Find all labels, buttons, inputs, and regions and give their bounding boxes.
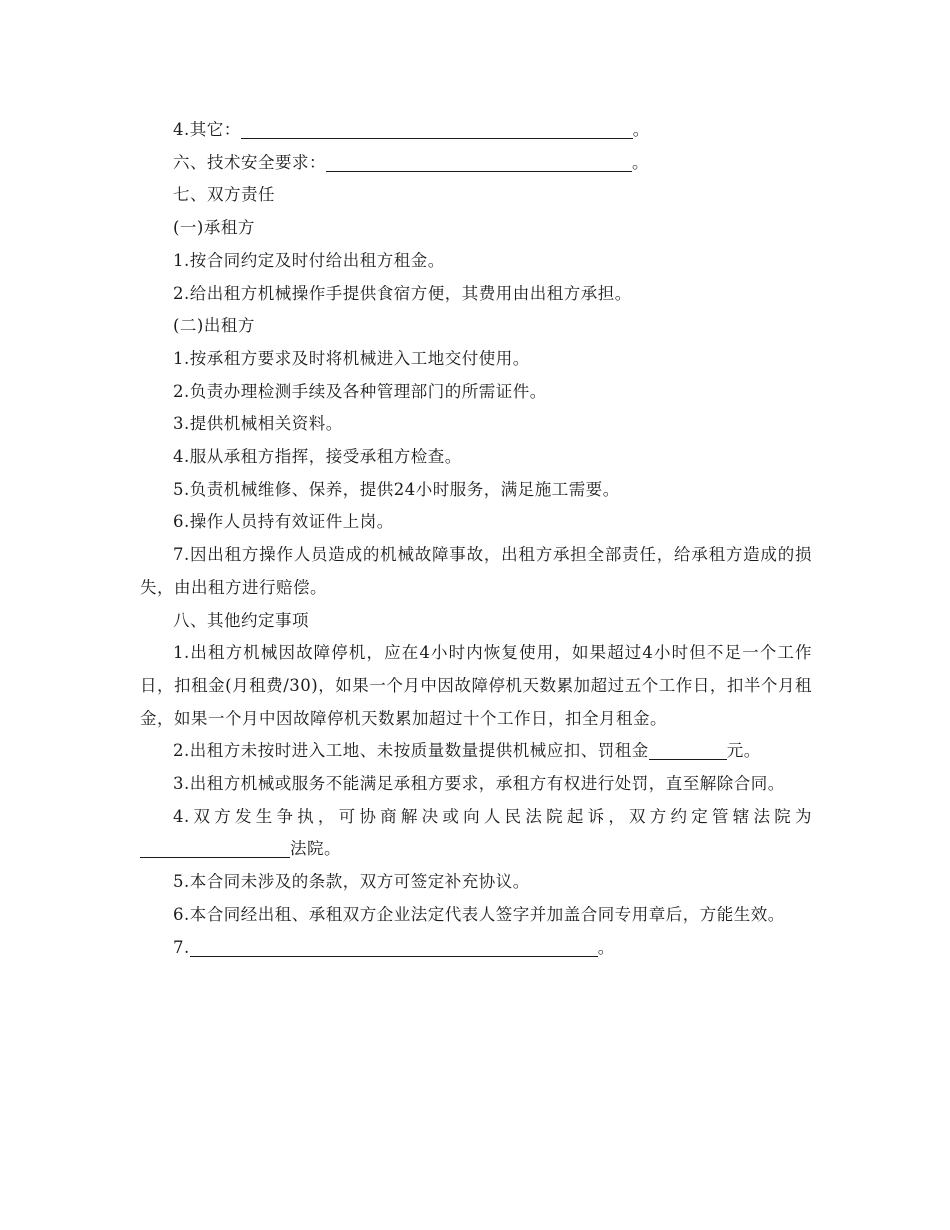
paragraph-tech-safety: [140, 147, 812, 180]
clause-item-penalty: [140, 735, 812, 768]
clause-item-court: [140, 801, 812, 866]
clause-item: 3.提供机械相关资料。: [173, 414, 343, 434]
paragraph-text: 4.其它：: [173, 120, 241, 139]
paragraph-suffix: 。: [597, 937, 615, 957]
paragraph-suffix: 元。: [726, 741, 761, 761]
clause-item: 6.本合同经出租、承租双方企业法定代表人签字并加盖合同专用章后，方能生效。: [173, 904, 785, 924]
clause-item: 5.本合同未涉及的条款，双方可签定补充协议。: [173, 872, 530, 892]
clause-item: 1.按合同约定及时付给出租方租金。: [173, 250, 445, 270]
clause-item: 2.给出租方机械操作手提供食宿方便，其费用由出租方承担。: [173, 283, 632, 303]
clause-item: 1.按承租方要求及时将机械进入工地交付使用。: [173, 348, 530, 368]
paragraph-text: 六、技术安全要求：: [173, 152, 326, 172]
fill-blank[interactable]: [649, 737, 727, 760]
subsection-heading-lessor: (二)出租方: [173, 316, 255, 336]
fill-blank[interactable]: [140, 835, 290, 858]
paragraph-text: 4.双方发生争执，可协商解决或向人民法院起诉，双方约定管辖法院为: [173, 806, 812, 826]
clause-item: 1.出租方机械因故障停机，应在4小时内恢复使用，如果超过4小时但不足一个工作日，扣租金(月租费/30)，如果一个月中因故障停机天数累加超过五个工作日，扣半个月租金，如果一个月中因故障停机天数累加超过十个工作日，扣全月租金。: [140, 643, 812, 728]
paragraph-suffix: 。: [632, 120, 650, 139]
fill-blank[interactable]: [326, 149, 632, 172]
paragraph-other: [140, 114, 812, 147]
subsection-heading-lessee: (一)承租方: [173, 218, 255, 238]
clause-item: 6.操作人员持有效证件上岗。: [173, 512, 394, 532]
fill-blank[interactable]: [241, 116, 633, 139]
document-page: [140, 114, 812, 964]
paragraph-suffix: 。: [632, 152, 649, 172]
clause-item: 2.负责办理检测手续及各种管理部门的所需证件。: [173, 381, 547, 401]
clause-item: 5.负责机械维修、保养，提供24小时服务，满足施工需要。: [173, 479, 620, 499]
clause-item: 3.出租方机械或服务不能满足承租方要求，承租方有权进行处罚，直至解除合同。: [173, 774, 785, 794]
section-heading-other-terms: 八、其他约定事项: [173, 610, 309, 630]
clause-item: 4.服从承租方指挥，接受承租方检查。: [173, 447, 462, 467]
section-heading-responsibilities: 七、双方责任: [173, 185, 275, 205]
clause-item: 7.因出租方操作人员造成的机械故障事故，出租方承担全部责任，给承租方造成的损失，由出租方进行赔偿。: [140, 545, 812, 597]
paragraph-text: 2.出租方未按时进入工地、未按质量数量提供机械应扣、罚租金: [173, 741, 649, 761]
clause-item-blank: [140, 932, 812, 965]
paragraph-text: 7.: [173, 937, 190, 957]
fill-blank[interactable]: [190, 934, 598, 957]
paragraph-suffix: 法院。: [290, 839, 341, 859]
